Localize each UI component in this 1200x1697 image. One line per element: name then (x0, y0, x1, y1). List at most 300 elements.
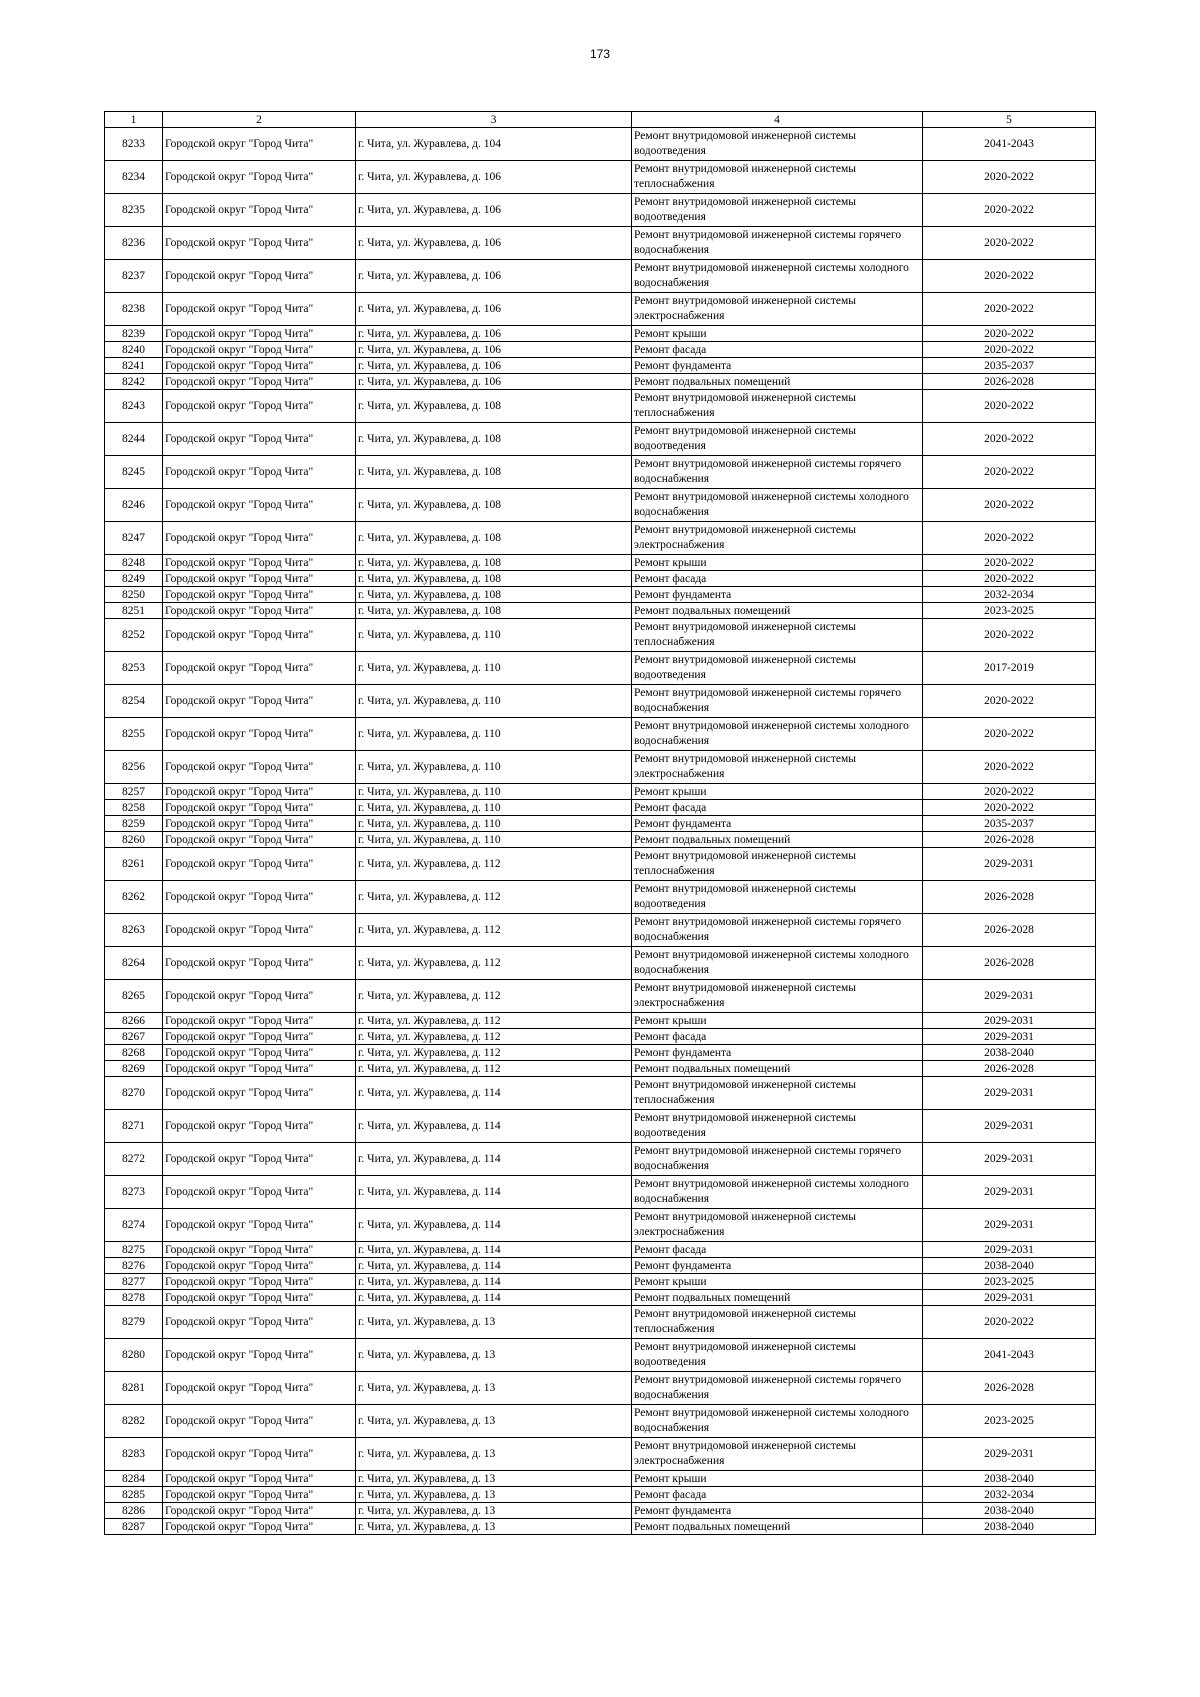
table-row (105, 1029, 1096, 1045)
address-cell: г. Чита, ул. Журавлева, д. 110 (356, 718, 632, 751)
row-number-cell: 8249 (105, 571, 163, 587)
table-row (105, 914, 1096, 947)
period-cell: 2020-2022 (923, 522, 1096, 555)
period-cell: 2029-2031 (923, 1209, 1096, 1242)
municipality-cell: Городской округ "Город Чита" (163, 1290, 356, 1306)
work-type-cell: Ремонт фасада (632, 342, 923, 358)
address-cell: г. Чита, ул. Журавлева, д. 108 (356, 587, 632, 603)
row-number-cell: 8248 (105, 555, 163, 571)
municipality-cell: Городской округ "Город Чита" (163, 1471, 356, 1487)
address-cell: г. Чита, ул. Журавлева, д. 110 (356, 652, 632, 685)
municipality-cell: Городской округ "Город Чита" (163, 1110, 356, 1143)
address-cell: г. Чита, ул. Журавлева, д. 13 (356, 1438, 632, 1471)
page-number: 173 (589, 47, 611, 61)
address-cell: г. Чита, ул. Журавлева, д. 112 (356, 848, 632, 881)
municipality-cell: Городской округ "Город Чита" (163, 1405, 356, 1438)
period-cell: 2020-2022 (923, 489, 1096, 522)
address-cell: г. Чита, ул. Журавлева, д. 112 (356, 1029, 632, 1045)
address-cell: г. Чита, ул. Журавлева, д. 110 (356, 832, 632, 848)
address-cell: г. Чита, ул. Журавлева, д. 106 (356, 260, 632, 293)
work-type-cell: Ремонт фасада (632, 1242, 923, 1258)
table-row (105, 848, 1096, 881)
municipality-cell: Городской округ "Город Чита" (163, 326, 356, 342)
work-type-cell: Ремонт фундамента (632, 358, 923, 374)
municipality-cell: Городской округ "Город Чита" (163, 848, 356, 881)
work-type-cell: Ремонт подвальных помещений (632, 1519, 923, 1535)
municipality-cell: Городской округ "Город Чита" (163, 358, 356, 374)
municipality-cell: Городской округ "Город Чита" (163, 1438, 356, 1471)
address-cell: г. Чита, ул. Журавлева, д. 110 (356, 800, 632, 816)
row-number-cell: 8283 (105, 1438, 163, 1471)
period-cell: 2038-2040 (923, 1519, 1096, 1535)
table-row (105, 685, 1096, 718)
table-row (105, 1306, 1096, 1339)
table-row (105, 1077, 1096, 1110)
period-cell: 2035-2037 (923, 358, 1096, 374)
address-cell: г. Чита, ул. Журавлева, д. 108 (356, 489, 632, 522)
row-number-cell: 8233 (105, 128, 163, 161)
address-cell: г. Чита, ул. Журавлева, д. 13 (356, 1339, 632, 1372)
work-type-cell: Ремонт внутридомовой инженерной системы электроснабжения (632, 293, 923, 326)
work-type-cell: Ремонт внутридомовой инженерной системы горячего водоснабжения (632, 1372, 923, 1405)
period-cell: 2029-2031 (923, 1438, 1096, 1471)
table-row (105, 293, 1096, 326)
table-row (105, 1471, 1096, 1487)
period-cell: 2020-2022 (923, 342, 1096, 358)
row-number-cell: 8250 (105, 587, 163, 603)
period-cell: 2020-2022 (923, 685, 1096, 718)
work-type-cell: Ремонт крыши (632, 784, 923, 800)
municipality-cell: Городской округ "Город Чита" (163, 1519, 356, 1535)
municipality-cell: Городской округ "Город Чита" (163, 1242, 356, 1258)
row-number-cell: 8240 (105, 342, 163, 358)
table-row (105, 194, 1096, 227)
period-cell: 2029-2031 (923, 848, 1096, 881)
row-number-cell: 8280 (105, 1339, 163, 1372)
work-type-cell: Ремонт внутридомовой инженерной системы теплоснабжения (632, 848, 923, 881)
work-type-cell: Ремонт подвальных помещений (632, 1061, 923, 1077)
address-cell: г. Чита, ул. Журавлева, д. 13 (356, 1503, 632, 1519)
work-type-cell: Ремонт внутридомовой инженерной системы холодного водоснабжения (632, 489, 923, 522)
municipality-cell: Городской округ "Город Чита" (163, 1209, 356, 1242)
row-number-cell: 8264 (105, 947, 163, 980)
table-row (105, 227, 1096, 260)
work-type-cell: Ремонт внутридомовой инженерной системы теплоснабжения (632, 619, 923, 652)
row-number-cell: 8235 (105, 194, 163, 227)
work-type-cell: Ремонт внутридомовой инженерной системы холодного водоснабжения (632, 260, 923, 293)
municipality-cell: Городской округ "Город Чита" (163, 1306, 356, 1339)
row-number-cell: 8277 (105, 1274, 163, 1290)
row-number-cell: 8255 (105, 718, 163, 751)
municipality-cell: Городской округ "Город Чита" (163, 456, 356, 489)
row-number-cell: 8245 (105, 456, 163, 489)
address-cell: г. Чита, ул. Журавлева, д. 114 (356, 1290, 632, 1306)
table-row (105, 260, 1096, 293)
address-cell: г. Чита, ул. Журавлева, д. 106 (356, 227, 632, 260)
address-cell: г. Чита, ул. Журавлева, д. 112 (356, 1061, 632, 1077)
period-cell: 2020-2022 (923, 718, 1096, 751)
table-row (105, 652, 1096, 685)
table-row (105, 1143, 1096, 1176)
work-type-cell: Ремонт фундамента (632, 1503, 923, 1519)
period-cell: 2029-2031 (923, 1290, 1096, 1306)
municipality-cell: Городской округ "Город Чита" (163, 652, 356, 685)
address-cell: г. Чита, ул. Журавлева, д. 110 (356, 685, 632, 718)
period-cell: 2020-2022 (923, 293, 1096, 326)
period-cell: 2020-2022 (923, 161, 1096, 194)
period-cell: 2020-2022 (923, 1306, 1096, 1339)
period-cell: 2020-2022 (923, 619, 1096, 652)
address-cell: г. Чита, ул. Журавлева, д. 13 (356, 1306, 632, 1339)
work-type-cell: Ремонт подвальных помещений (632, 1290, 923, 1306)
work-type-cell: Ремонт внутридомовой инженерной системы теплоснабжения (632, 1077, 923, 1110)
work-type-cell: Ремонт внутридомовой инженерной системы холодного водоснабжения (632, 947, 923, 980)
municipality-cell: Городской округ "Город Чита" (163, 685, 356, 718)
table-row (105, 326, 1096, 342)
table-row (105, 342, 1096, 358)
address-cell: г. Чита, ул. Журавлева, д. 114 (356, 1209, 632, 1242)
period-cell: 2020-2022 (923, 227, 1096, 260)
municipality-cell: Городской округ "Город Чита" (163, 784, 356, 800)
address-cell: г. Чита, ул. Журавлева, д. 106 (356, 194, 632, 227)
table-row (105, 161, 1096, 194)
period-cell: 2029-2031 (923, 1176, 1096, 1209)
address-cell: г. Чита, ул. Журавлева, д. 106 (356, 293, 632, 326)
table-row (105, 489, 1096, 522)
column-header-4: 4 (632, 112, 923, 128)
address-cell: г. Чита, ул. Журавлева, д. 114 (356, 1143, 632, 1176)
table-row (105, 1339, 1096, 1372)
table-row (105, 1110, 1096, 1143)
row-number-cell: 8246 (105, 489, 163, 522)
period-cell: 2020-2022 (923, 194, 1096, 227)
table-row (105, 881, 1096, 914)
period-cell: 2020-2022 (923, 555, 1096, 571)
table-row (105, 1013, 1096, 1029)
row-number-cell: 8285 (105, 1487, 163, 1503)
address-cell: г. Чита, ул. Журавлева, д. 108 (356, 456, 632, 489)
table-row (105, 980, 1096, 1013)
table-row (105, 1045, 1096, 1061)
address-cell: г. Чита, ул. Журавлева, д. 112 (356, 947, 632, 980)
table-row (105, 800, 1096, 816)
period-cell: 2029-2031 (923, 1013, 1096, 1029)
work-type-cell: Ремонт подвальных помещений (632, 832, 923, 848)
municipality-cell: Городской округ "Город Чита" (163, 1487, 356, 1503)
municipality-cell: Городской округ "Город Чита" (163, 423, 356, 456)
work-type-cell: Ремонт крыши (632, 326, 923, 342)
work-type-cell: Ремонт внутридомовой инженерной системы холодного водоснабжения (632, 1176, 923, 1209)
period-cell: 2020-2022 (923, 390, 1096, 423)
period-cell: 2035-2037 (923, 816, 1096, 832)
table-row (105, 1519, 1096, 1535)
period-cell: 2026-2028 (923, 832, 1096, 848)
work-type-cell: Ремонт крыши (632, 555, 923, 571)
period-cell: 2038-2040 (923, 1503, 1096, 1519)
row-number-cell: 8234 (105, 161, 163, 194)
address-cell: г. Чита, ул. Журавлева, д. 106 (356, 374, 632, 390)
municipality-cell: Городской округ "Город Чита" (163, 587, 356, 603)
table-body (105, 128, 1096, 1535)
municipality-cell: Городской округ "Город Чита" (163, 1503, 356, 1519)
municipality-cell: Городской округ "Город Чита" (163, 1372, 356, 1405)
row-number-cell: 8254 (105, 685, 163, 718)
table-row (105, 587, 1096, 603)
repair-schedule-table (104, 111, 1096, 1535)
work-type-cell: Ремонт фасада (632, 800, 923, 816)
address-cell: г. Чита, ул. Журавлева, д. 108 (356, 522, 632, 555)
work-type-cell: Ремонт крыши (632, 1013, 923, 1029)
work-type-cell: Ремонт внутридомовой инженерной системы электроснабжения (632, 1209, 923, 1242)
table-row (105, 718, 1096, 751)
table-row (105, 1438, 1096, 1471)
municipality-cell: Городской округ "Город Чита" (163, 1274, 356, 1290)
row-number-cell: 8278 (105, 1290, 163, 1306)
row-number-cell: 8287 (105, 1519, 163, 1535)
municipality-cell: Городской округ "Город Чита" (163, 1013, 356, 1029)
work-type-cell: Ремонт внутридомовой инженерной системы электроснабжения (632, 980, 923, 1013)
period-cell: 2038-2040 (923, 1045, 1096, 1061)
municipality-cell: Городской округ "Город Чита" (163, 1176, 356, 1209)
period-cell: 2038-2040 (923, 1471, 1096, 1487)
row-number-cell: 8273 (105, 1176, 163, 1209)
municipality-cell: Городской округ "Город Чита" (163, 1029, 356, 1045)
row-number-cell: 8243 (105, 390, 163, 423)
period-cell: 2029-2031 (923, 1029, 1096, 1045)
address-cell: г. Чита, ул. Журавлева, д. 13 (356, 1372, 632, 1405)
row-number-cell: 8263 (105, 914, 163, 947)
period-cell: 2026-2028 (923, 914, 1096, 947)
period-cell: 2032-2034 (923, 587, 1096, 603)
address-cell: г. Чита, ул. Журавлева, д. 13 (356, 1405, 632, 1438)
table-row (105, 619, 1096, 652)
table-row (105, 423, 1096, 456)
address-cell: г. Чита, ул. Журавлева, д. 110 (356, 816, 632, 832)
row-number-cell: 8258 (105, 800, 163, 816)
municipality-cell: Городской округ "Город Чита" (163, 800, 356, 816)
table-row (105, 1274, 1096, 1290)
work-type-cell: Ремонт внутридомовой инженерной системы теплоснабжения (632, 390, 923, 423)
address-cell: г. Чита, ул. Журавлева, д. 108 (356, 603, 632, 619)
work-type-cell: Ремонт внутридомовой инженерной системы электроснабжения (632, 1438, 923, 1471)
address-cell: г. Чита, ул. Журавлева, д. 108 (356, 423, 632, 456)
row-number-cell: 8270 (105, 1077, 163, 1110)
table-row (105, 832, 1096, 848)
row-number-cell: 8257 (105, 784, 163, 800)
period-cell: 2023-2025 (923, 603, 1096, 619)
period-cell: 2029-2031 (923, 1143, 1096, 1176)
municipality-cell: Городской округ "Город Чита" (163, 571, 356, 587)
period-cell: 2020-2022 (923, 751, 1096, 784)
period-cell: 2020-2022 (923, 260, 1096, 293)
work-type-cell: Ремонт внутридомовой инженерной системы водоотведения (632, 128, 923, 161)
address-cell: г. Чита, ул. Журавлева, д. 106 (356, 358, 632, 374)
table-row (105, 1487, 1096, 1503)
table-row (105, 555, 1096, 571)
row-number-cell: 8247 (105, 522, 163, 555)
period-cell: 2026-2028 (923, 1061, 1096, 1077)
municipality-cell: Городской округ "Город Чита" (163, 980, 356, 1013)
address-cell: г. Чита, ул. Журавлева, д. 112 (356, 1045, 632, 1061)
municipality-cell: Городской округ "Город Чита" (163, 489, 356, 522)
address-cell: г. Чита, ул. Журавлева, д. 112 (356, 980, 632, 1013)
row-number-cell: 8281 (105, 1372, 163, 1405)
row-number-cell: 8253 (105, 652, 163, 685)
work-type-cell: Ремонт внутридомовой инженерной системы электроснабжения (632, 522, 923, 555)
row-number-cell: 8241 (105, 358, 163, 374)
address-cell: г. Чита, ул. Журавлева, д. 110 (356, 784, 632, 800)
municipality-cell: Городской округ "Город Чита" (163, 1045, 356, 1061)
period-cell: 2026-2028 (923, 1372, 1096, 1405)
work-type-cell: Ремонт внутридомовой инженерной системы горячего водоснабжения (632, 456, 923, 489)
period-cell: 2041-2043 (923, 128, 1096, 161)
table-row (105, 128, 1096, 161)
table-row (105, 390, 1096, 423)
row-number-cell: 8284 (105, 1471, 163, 1487)
period-cell: 2020-2022 (923, 800, 1096, 816)
period-cell: 2017-2019 (923, 652, 1096, 685)
work-type-cell: Ремонт фундамента (632, 1045, 923, 1061)
municipality-cell: Городской округ "Город Чита" (163, 1061, 356, 1077)
row-number-cell: 8266 (105, 1013, 163, 1029)
period-cell: 2029-2031 (923, 1110, 1096, 1143)
municipality-cell: Городской округ "Город Чита" (163, 555, 356, 571)
municipality-cell: Городской округ "Город Чита" (163, 293, 356, 326)
period-cell: 2029-2031 (923, 980, 1096, 1013)
column-header-3: 3 (356, 112, 632, 128)
row-number-cell: 8236 (105, 227, 163, 260)
municipality-cell: Городской округ "Город Чита" (163, 751, 356, 784)
work-type-cell: Ремонт внутридомовой инженерной системы горячего водоснабжения (632, 1143, 923, 1176)
address-cell: г. Чита, ул. Журавлева, д. 114 (356, 1274, 632, 1290)
row-number-cell: 8268 (105, 1045, 163, 1061)
row-number-cell: 8262 (105, 881, 163, 914)
work-type-cell: Ремонт внутридомовой инженерной системы водоотведения (632, 652, 923, 685)
work-type-cell: Ремонт крыши (632, 1274, 923, 1290)
row-number-cell: 8276 (105, 1258, 163, 1274)
municipality-cell: Городской округ "Город Чита" (163, 816, 356, 832)
address-cell: г. Чита, ул. Журавлева, д. 114 (356, 1176, 632, 1209)
table-row (105, 456, 1096, 489)
period-cell: 2020-2022 (923, 456, 1096, 489)
address-cell: г. Чита, ул. Журавлева, д. 13 (356, 1519, 632, 1535)
table-row (105, 947, 1096, 980)
table-row (105, 603, 1096, 619)
work-type-cell: Ремонт внутридомовой инженерной системы холодного водоснабжения (632, 718, 923, 751)
period-cell: 2020-2022 (923, 784, 1096, 800)
table-row (105, 1242, 1096, 1258)
work-type-cell: Ремонт внутридомовой инженерной системы электроснабжения (632, 751, 923, 784)
work-type-cell: Ремонт внутридомовой инженерной системы водоотведения (632, 194, 923, 227)
work-type-cell: Ремонт внутридомовой инженерной системы горячего водоснабжения (632, 227, 923, 260)
period-cell: 2020-2022 (923, 326, 1096, 342)
table-row (105, 1176, 1096, 1209)
address-cell: г. Чита, ул. Журавлева, д. 114 (356, 1110, 632, 1143)
work-type-cell: Ремонт фасада (632, 1029, 923, 1045)
row-number-cell: 8242 (105, 374, 163, 390)
address-cell: г. Чита, ул. Журавлева, д. 112 (356, 1013, 632, 1029)
municipality-cell: Городской округ "Город Чита" (163, 342, 356, 358)
work-type-cell: Ремонт внутридомовой инженерной системы водоотведения (632, 1110, 923, 1143)
municipality-cell: Городской округ "Город Чита" (163, 522, 356, 555)
address-cell: г. Чита, ул. Журавлева, д. 106 (356, 342, 632, 358)
address-cell: г. Чита, ул. Журавлева, д. 110 (356, 751, 632, 784)
row-number-cell: 8279 (105, 1306, 163, 1339)
address-cell: г. Чита, ул. Журавлева, д. 106 (356, 161, 632, 194)
municipality-cell: Городской округ "Город Чита" (163, 260, 356, 293)
table-row (105, 358, 1096, 374)
address-cell: г. Чита, ул. Журавлева, д. 114 (356, 1242, 632, 1258)
work-type-cell: Ремонт фасада (632, 1487, 923, 1503)
table-header-row (105, 112, 1096, 128)
table-row (105, 784, 1096, 800)
municipality-cell: Городской округ "Город Чита" (163, 914, 356, 947)
municipality-cell: Городской округ "Город Чита" (163, 881, 356, 914)
row-number-cell: 8275 (105, 1242, 163, 1258)
period-cell: 2029-2031 (923, 1077, 1096, 1110)
table-row (105, 1258, 1096, 1274)
table-row (105, 1290, 1096, 1306)
row-number-cell: 8267 (105, 1029, 163, 1045)
period-cell: 2020-2022 (923, 571, 1096, 587)
period-cell: 2023-2025 (923, 1274, 1096, 1290)
municipality-cell: Городской округ "Город Чита" (163, 128, 356, 161)
row-number-cell: 8269 (105, 1061, 163, 1077)
table-row (105, 1405, 1096, 1438)
table-row (105, 816, 1096, 832)
municipality-cell: Городской округ "Город Чита" (163, 619, 356, 652)
municipality-cell: Городской округ "Город Чита" (163, 390, 356, 423)
work-type-cell: Ремонт внутридомовой инженерной системы теплоснабжения (632, 1306, 923, 1339)
address-cell: г. Чита, ул. Журавлева, д. 112 (356, 914, 632, 947)
work-type-cell: Ремонт внутридомовой инженерной системы горячего водоснабжения (632, 685, 923, 718)
period-cell: 2029-2031 (923, 1242, 1096, 1258)
row-number-cell: 8260 (105, 832, 163, 848)
address-cell: г. Чита, ул. Журавлева, д. 114 (356, 1258, 632, 1274)
row-number-cell: 8271 (105, 1110, 163, 1143)
table-row (105, 1061, 1096, 1077)
work-type-cell: Ремонт крыши (632, 1471, 923, 1487)
period-cell: 2020-2022 (923, 423, 1096, 456)
work-type-cell: Ремонт фундамента (632, 587, 923, 603)
municipality-cell: Городской округ "Город Чита" (163, 832, 356, 848)
period-cell: 2038-2040 (923, 1258, 1096, 1274)
column-header-2: 2 (163, 112, 356, 128)
work-type-cell: Ремонт подвальных помещений (632, 603, 923, 619)
table-row (105, 1209, 1096, 1242)
row-number-cell: 8274 (105, 1209, 163, 1242)
table-row (105, 522, 1096, 555)
table-row (105, 374, 1096, 390)
row-number-cell: 8265 (105, 980, 163, 1013)
table-row (105, 1503, 1096, 1519)
address-cell: г. Чита, ул. Журавлева, д. 110 (356, 619, 632, 652)
municipality-cell: Городской округ "Город Чита" (163, 194, 356, 227)
row-number-cell: 8239 (105, 326, 163, 342)
municipality-cell: Городской округ "Город Чита" (163, 718, 356, 751)
work-type-cell: Ремонт фундамента (632, 1258, 923, 1274)
row-number-cell: 8238 (105, 293, 163, 326)
table-row (105, 751, 1096, 784)
row-number-cell: 8261 (105, 848, 163, 881)
period-cell: 2032-2034 (923, 1487, 1096, 1503)
row-number-cell: 8256 (105, 751, 163, 784)
column-header-5: 5 (923, 112, 1096, 128)
row-number-cell: 8244 (105, 423, 163, 456)
period-cell: 2026-2028 (923, 947, 1096, 980)
period-cell: 2026-2028 (923, 881, 1096, 914)
address-cell: г. Чита, ул. Журавлева, д. 104 (356, 128, 632, 161)
